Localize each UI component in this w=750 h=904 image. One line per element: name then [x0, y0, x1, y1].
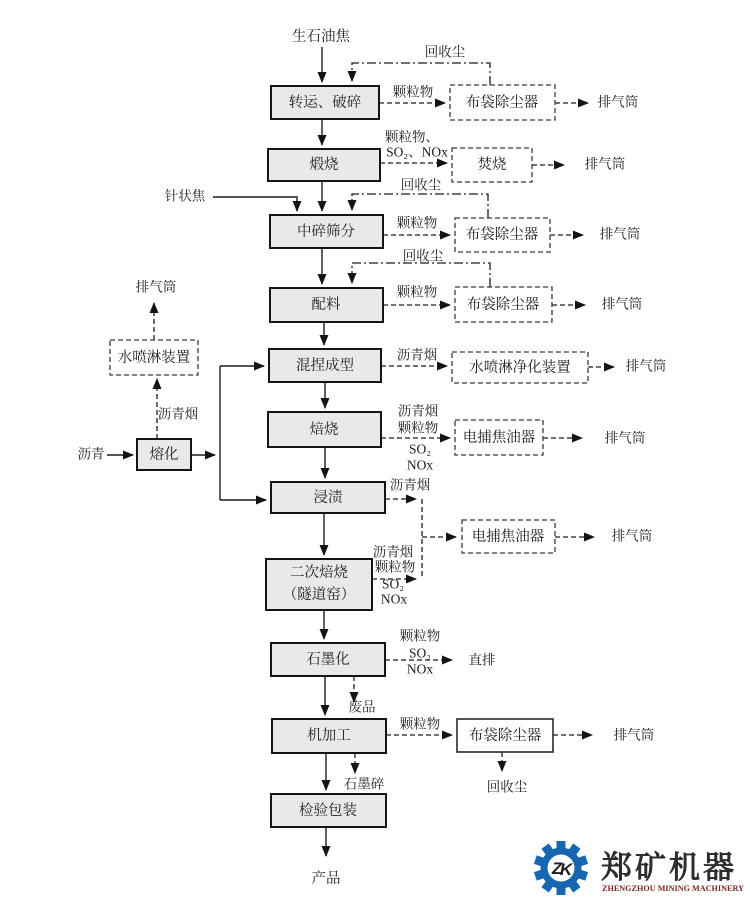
label-direct-discharge: 直排	[468, 652, 496, 668]
box-midcrush-label: 中碎筛分	[297, 224, 355, 240]
box-spray-device-label: 水喷淋装置	[117, 350, 191, 366]
label-dust-return-2: 回收尘	[400, 177, 442, 193]
box-incineration-label: 焚烧	[477, 157, 507, 173]
box-bagfilter-3-label: 布袋除尘器	[466, 297, 540, 313]
label-stack-6: 排气筒	[604, 430, 646, 446]
box-roasting-label: 焙烧	[309, 422, 339, 438]
label-pitch: 沥青	[77, 446, 105, 462]
label-stack-5: 排气筒	[625, 358, 667, 374]
label-particulate-1: 颗粒物	[392, 84, 434, 100]
label-so2-9: SO₂	[409, 645, 431, 661]
logo-company-name-en: ZHENGZHOU MINING MACHINERY	[602, 884, 745, 893]
box-rebake-label-line2: （隧道窑）	[282, 587, 356, 603]
arrow-needle-coke	[213, 197, 297, 211]
recycle-loop-batching	[352, 263, 490, 287]
box-bagfilter-2-label: 布袋除尘器	[465, 227, 539, 243]
logo-company-name: 郑矿机器	[601, 850, 737, 885]
label-pitch-fume-8: 沥青烟	[372, 544, 414, 560]
box-graphitization-label: 石墨化	[306, 652, 350, 668]
label-dust-return-bottom: 回收尘	[486, 779, 528, 795]
box-machining-label: 机加工	[307, 728, 351, 744]
label-particulate-9: 颗粒物	[399, 628, 441, 644]
box-kneading-label: 混捏成型	[296, 358, 354, 374]
box-impregnation-label: 浸渍	[313, 490, 343, 506]
label-pitch-fume-left: 沥青烟	[157, 406, 199, 422]
label-graphite-scrap: 石墨碎	[343, 776, 385, 792]
label-dust-return-3: 回收尘	[402, 248, 444, 264]
box-packing-label: 检验包装	[299, 803, 357, 819]
label-so2-6: SO₂	[409, 441, 431, 457]
label-needle-coke: 针状焦	[164, 188, 206, 204]
box-tartrap-1-label: 电捕焦油器	[462, 430, 536, 446]
label-dust-return-1: 回收尘	[424, 44, 466, 60]
logo-monogram-k: K	[559, 860, 573, 879]
label-particulate-2: 颗粒物、	[385, 129, 439, 145]
label-product: 产品	[311, 871, 341, 887]
label-pitch-fume-5: 沥青烟	[396, 347, 438, 363]
label-so2-nox-2: SO₂、NOx	[386, 144, 448, 160]
label-particulate-8: 颗粒物	[374, 559, 416, 575]
label-particulate-10: 颗粒物	[399, 716, 441, 732]
label-stack-1: 排气筒	[597, 94, 639, 110]
label-pitch-fume-7: 沥青烟	[389, 477, 431, 493]
label-nox-9: NOx	[406, 661, 434, 677]
box-tartrap-2-label: 电捕焦油器	[471, 529, 545, 545]
label-stack-7: 排气筒	[611, 528, 653, 544]
label-particulate-4: 颗粒物	[396, 284, 438, 300]
box-batching-label: 配料	[311, 297, 341, 313]
label-stack-10: 排气筒	[613, 727, 655, 743]
label-pitch-fume-6: 沥青烟	[397, 403, 439, 419]
label-nox-8: NOx	[380, 591, 408, 607]
box-transfer-label: 转运、破碎	[288, 95, 362, 111]
label-stack-2: 排气筒	[584, 156, 626, 172]
label-source: 生石油焦	[292, 29, 350, 45]
company-logo	[534, 841, 744, 895]
label-particulate-6: 颗粒物	[397, 420, 439, 436]
logo-monogram-z: Z	[551, 859, 563, 878]
gear-icon	[534, 841, 588, 895]
box-melting-label: 熔化	[149, 447, 179, 463]
label-stack-4: 排气筒	[601, 296, 643, 312]
label-waste: 废品	[348, 699, 376, 715]
box-spray-purifier-label: 水喷淋净化装置	[469, 360, 571, 376]
recycle-loop-transfer	[352, 63, 490, 85]
label-particulate-3: 颗粒物	[396, 215, 438, 231]
box-rebake-label-line1: 二次焙烧	[290, 565, 348, 581]
label-stack-left: 排气筒	[135, 279, 177, 295]
label-so2-8: SO₂	[382, 576, 404, 592]
box-bagfilter-4-label: 布袋除尘器	[468, 728, 542, 744]
label-nox-6: NOx	[406, 457, 434, 473]
label-stack-3: 排气筒	[599, 226, 641, 242]
box-calcination-label: 煅烧	[309, 157, 339, 173]
box-bagfilter-1-label: 布袋除尘器	[465, 95, 539, 111]
